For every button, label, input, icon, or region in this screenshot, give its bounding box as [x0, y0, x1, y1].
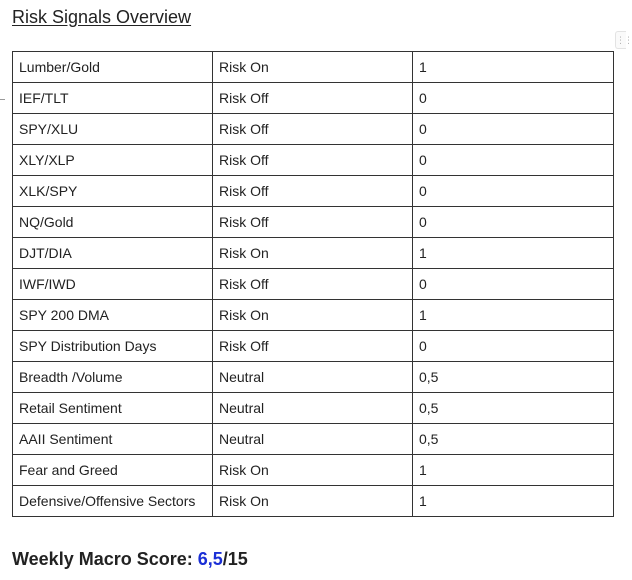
table-row — [13, 207, 614, 238]
signal-cell[interactable]: Risk On — [213, 486, 413, 517]
table-row — [13, 362, 614, 393]
indicator-cell[interactable]: NQ/Gold — [13, 207, 213, 238]
signal-cell[interactable]: Risk Off — [213, 176, 413, 207]
signal-cell[interactable]: Risk Off — [213, 83, 413, 114]
table-row — [13, 114, 614, 145]
value-cell[interactable]: 0,5 — [413, 362, 614, 393]
table-row — [13, 52, 614, 83]
indicator-cell[interactable]: Breadth /Volume — [13, 362, 213, 393]
indicator-cell[interactable]: SPY 200 DMA — [13, 300, 213, 331]
signal-cell[interactable]: Risk On — [213, 300, 413, 331]
indicator-cell[interactable]: IEF/TLT — [13, 83, 213, 114]
table-row — [13, 238, 614, 269]
signal-cell[interactable]: Risk Off — [213, 269, 413, 300]
table-row — [13, 269, 614, 300]
value-cell[interactable]: 1 — [413, 455, 614, 486]
table-row — [13, 83, 614, 114]
indicator-cell[interactable]: IWF/IWD — [13, 269, 213, 300]
table-row — [13, 393, 614, 424]
score-value: 6,5 — [197, 549, 223, 569]
weekly-macro-score — [12, 549, 248, 570]
indicator-cell[interactable]: XLY/XLP — [13, 145, 213, 176]
table-row — [13, 486, 614, 517]
indicator-cell[interactable]: Fear and Greed — [13, 455, 213, 486]
value-cell[interactable]: 0 — [413, 83, 614, 114]
indicator-cell[interactable]: AAII Sentiment — [13, 424, 213, 455]
drag-handle-icon[interactable]: ⋮⋮ — [615, 31, 626, 49]
indicator-cell[interactable]: Lumber/Gold — [13, 52, 213, 83]
table-body — [13, 52, 614, 517]
signal-cell[interactable]: Risk Off — [213, 114, 413, 145]
indicator-cell[interactable]: DJT/DIA — [13, 238, 213, 269]
value-cell[interactable]: 0,5 — [413, 424, 614, 455]
signal-cell[interactable]: Risk Off — [213, 331, 413, 362]
value-cell[interactable]: 1 — [413, 52, 614, 83]
signal-cell[interactable]: Risk Off — [213, 145, 413, 176]
score-label: Weekly Macro Score: — [12, 549, 198, 569]
row-insert-icon[interactable] — [0, 99, 5, 100]
table-row — [13, 455, 614, 486]
value-cell[interactable]: 0 — [413, 114, 614, 145]
table-row — [13, 145, 614, 176]
value-cell[interactable]: 0 — [413, 269, 614, 300]
value-cell[interactable]: 1 — [413, 238, 614, 269]
signal-cell[interactable]: Risk Off — [213, 207, 413, 238]
table-row — [13, 331, 614, 362]
signal-cell[interactable]: Neutral — [213, 393, 413, 424]
value-cell[interactable]: 1 — [413, 300, 614, 331]
value-cell[interactable]: 0 — [413, 145, 614, 176]
page-title: Risk Signals Overview — [12, 7, 192, 27]
value-cell[interactable]: 0 — [413, 207, 614, 238]
signal-cell[interactable]: Risk On — [213, 455, 413, 486]
risk-signals-table — [12, 51, 614, 517]
value-cell[interactable]: 1 — [413, 486, 614, 517]
indicator-cell[interactable]: Defensive/Offensive Sectors — [13, 486, 213, 517]
value-cell[interactable]: 0 — [413, 176, 614, 207]
indicator-cell[interactable]: Retail Sentiment — [13, 393, 213, 424]
signal-cell[interactable]: Neutral — [213, 424, 413, 455]
indicator-cell[interactable]: SPY Distribution Days — [13, 331, 213, 362]
score-total: /15 — [222, 549, 248, 569]
indicator-cell[interactable]: XLK/SPY — [13, 176, 213, 207]
signal-cell[interactable]: Neutral — [213, 362, 413, 393]
signal-cell[interactable]: Risk On — [213, 238, 413, 269]
value-cell[interactable]: 0,5 — [413, 393, 614, 424]
indicator-cell[interactable]: SPY/XLU — [13, 114, 213, 145]
table-row — [13, 424, 614, 455]
value-cell[interactable]: 0 — [413, 331, 614, 362]
table-row — [13, 300, 614, 331]
table-row — [13, 176, 614, 207]
signal-cell[interactable]: Risk On — [213, 52, 413, 83]
